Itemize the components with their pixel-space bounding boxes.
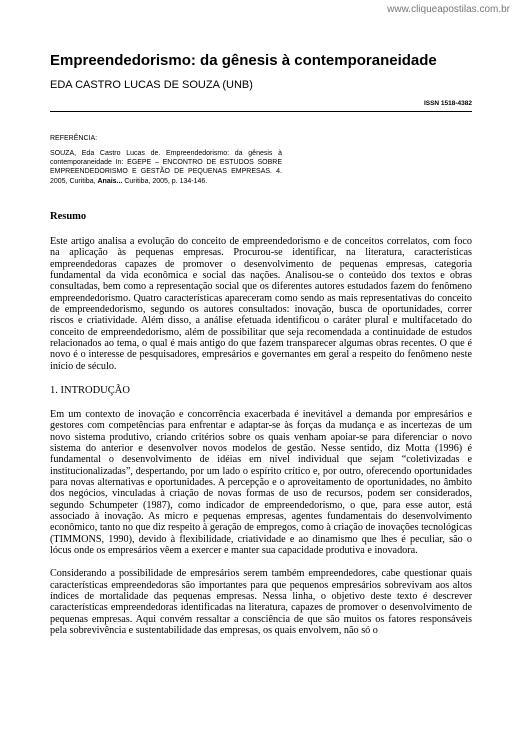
source-watermark: www.cliqueapostilas.com.br	[387, 4, 510, 15]
reference-label: REFERÊNCIA:	[50, 135, 98, 142]
reference-text: SOUZA, Eda Castro Lucas de. Empreendedorismo: da gênesis à contemporaneidade In: EGEPE – ENCONTRO DE ESTUDOS SOBRE EMPREENDEDORISMO E GESTÃO DE PEQUENAS EMPRESAS. 4. 2005, Curitiba,	[50, 150, 282, 185]
issn-label: ISSN 1518-4382	[423, 100, 472, 107]
reference-pages: Curitiba, 2005, p. 134-146.	[122, 177, 208, 185]
header-rule	[50, 111, 472, 112]
reference-anais: Anais...	[97, 177, 123, 185]
abstract-heading: Resumo	[50, 210, 87, 222]
introduction-paragraph-2: Considerando a possibilidade de empresários serem também empreendedores, cabe questionar quais características empreendedoras são importantes para que pequenos empresários sobrevivam aos altos índices de mortalidade das pequenas empresas. Nessa linha, o objetivo deste texto é descrever características empreendedoras identificadas na literatura, capazes de promover o desenvolvimento de pequenas empresas. Aqui convém ressaltar a consciência de que são muitos os fatores responsáveis pela sobrevivência e sustentabilidade das empresas, os quais envolvem, não só o	[50, 568, 472, 637]
author-line: EDA CASTRO LUCAS DE SOUZA (UNB)	[50, 79, 253, 91]
document-title: Empreendedorismo: da gênesis à contemporaneidade	[50, 52, 437, 69]
introduction-paragraph-1: Em um contexto de inovação e concorrência exacerbada é inevitável a demanda por empresários e gestores com competências para enfrentar e adaptar-se às forças da mudança e as incertezas de um novo sistema produtivo, criando critérios sobre os quais venham apoiar-se para diferenciar o novo sistema do anterior e desenvolver novos modelos de gestão. Nesse sentido, diz Motta (1996) é fundamental o desenvolvimento de idéias em nível individual que sejam “coletivizadas e institucionalizadas”, despertando, por um lado o espírito crítico e, por outro, oferecendo oportunidades para novas alternativas e oportunidades. A percepção e o aproveitamento de oportunidades, no âmbito dos negócios, vinculadas à criação de novas formas de uso de recursos, podem ser considerados, segundo Schumpeter (1987), como indicador de empreendedorismo, o que, para esse autor, está associado à inovação. As micro e pequenas empresas, agentes fundamentais do desenvolvimento econômico, tanto no que diz respeito à geração de empregos, como à criação de inovações tecnológicas (TIMMONS, 1990), devido à flexibilidade, criatividade e ao dinamismo que lhes é peculiar, são o lócus onde os empresários vêem a exercer e manter sua capacidade produtiva e inovadora.	[50, 408, 472, 557]
introduction-heading: 1. INTRODUÇÃO	[50, 384, 130, 396]
document-page	[50, 52, 472, 636]
abstract-paragraph: Este artigo analisa a evolução do conceito de empreendedorismo e de conceitos correlatos, com foco na aplicação às pequenas empresas. Procurou-se identificar, na literatura, características empreendedoras capazes de promover o desenvolvimento de pequenas empresas, categoria fundamental da vida econômica e social das nações. Analisou-se o conteúdo dos textos e obras consultadas, bem como a representação social que os diferentes autores estudados fazem do fenômeno empreendedorismo. Quatro características apareceram como sendo as mais representativas do conceito de empreendedorismo, segundo os autores consultados: inovação, busca de oportunidades, correr riscos e criatividade. Além disso, a análise efetuada identificou o caráter plural e multifacetado do conceito de empreendedorismo, além de possibilitar que seja recomendada a continuidade de estudos relacionados ao tema, o qual é mais antigo do que fazem transparecer algumas obras recentes. O que é novo é o interesse de pesquisadores, empresários e governantes em geral a respeito do fenômeno neste início de século.	[50, 235, 472, 372]
reference-citation	[50, 149, 282, 186]
